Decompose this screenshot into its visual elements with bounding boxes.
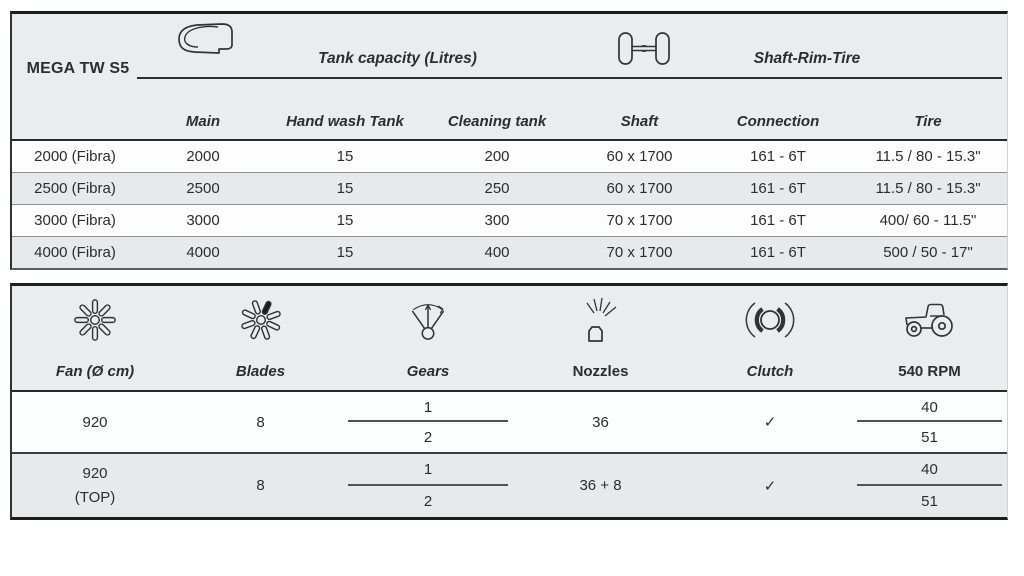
gear-2-value: 2 <box>423 492 433 510</box>
tank-shaft-spec-table <box>10 11 1008 270</box>
table2-header <box>12 286 1007 392</box>
shaft-rim-tire-label: Shaft-Rim-Tire <box>753 50 861 67</box>
cell-hand-wash: 15 <box>336 212 354 229</box>
cell-main: 2500 <box>186 180 220 197</box>
table-row <box>12 204 1007 236</box>
cell-cleaning: 300 <box>484 212 510 229</box>
rpm-gear1-value: 40 <box>852 454 1007 486</box>
blades-icon <box>178 294 343 346</box>
cell-clutch-checkmark: ✓ <box>763 414 777 431</box>
column-header-hand-wash: Hand wash Tank <box>286 113 404 130</box>
tank-icon <box>172 21 236 63</box>
cell-clutch-checkmark: ✓ <box>763 477 777 495</box>
table-row <box>12 172 1007 204</box>
rpm-gear1-value: 40 <box>852 392 1007 422</box>
blades-label: Blades <box>235 363 286 380</box>
cell-connection: 161 - 6T <box>750 180 806 197</box>
rpm-label: 540 RPM <box>898 363 961 380</box>
gear-lever-icon <box>343 294 513 346</box>
gear-1-value: 1 <box>343 392 513 422</box>
model-name: MEGA TW S5 <box>26 60 130 77</box>
gears-label: Gears <box>406 363 450 380</box>
table1-header <box>12 14 1007 141</box>
cell-tire: 11.5 / 80 - 15.3" <box>875 148 981 165</box>
cell-blades: 8 <box>256 477 265 494</box>
nozzles-label: Nozzles <box>572 363 629 380</box>
clutch-icon <box>688 294 852 346</box>
cell-model: 4000 (Fibra) <box>34 244 116 261</box>
fan-value: 920 <box>82 464 108 482</box>
column-header-main: Main <box>185 113 221 130</box>
axle-icon <box>616 29 672 69</box>
cell-rpm <box>852 454 1007 517</box>
rpm-gear2-value: 51 <box>921 428 938 446</box>
cell-main: 2000 <box>186 148 220 165</box>
column-header-tire: Tire <box>914 113 942 130</box>
cell-connection: 161 - 6T <box>750 212 806 229</box>
cell-fan: 920 <box>82 413 108 431</box>
cell-model: 2500 (Fibra) <box>34 180 116 197</box>
cell-model: 2000 (Fibra) <box>34 148 116 165</box>
table-row <box>12 141 1007 172</box>
cell-tire: 11.5 / 80 - 15.3" <box>875 180 981 197</box>
cell-main: 4000 <box>186 244 220 261</box>
cell-tire: 500 / 50 - 17" <box>883 244 973 261</box>
fan-label: Fan (Ø cm) <box>55 363 135 380</box>
fan-spec-table <box>10 283 1008 520</box>
cell-model: 3000 (Fibra) <box>34 212 116 229</box>
cell-hand-wash: 15 <box>336 180 354 197</box>
table2-labels-row <box>12 363 1007 380</box>
fan-row-standard <box>12 392 1007 452</box>
tank-capacity-label: Tank capacity (Litres) <box>318 50 477 67</box>
table1-column-headers <box>12 113 1007 130</box>
cell-cleaning: 200 <box>484 148 510 165</box>
spray-nozzle-icon <box>513 294 688 346</box>
tractor-icon <box>852 294 1007 346</box>
rpm-gear2-value: 51 <box>921 492 938 510</box>
cell-connection: 161 - 6T <box>750 244 806 261</box>
cell-nozzles: 36 <box>592 413 609 431</box>
gear-1-value: 1 <box>343 454 513 486</box>
cell-hand-wash: 15 <box>336 244 354 261</box>
cell-fan <box>12 454 178 517</box>
cell-gears <box>343 392 513 452</box>
cell-main: 3000 <box>186 212 220 229</box>
fan-row-top <box>12 452 1007 517</box>
cell-shaft: 70 x 1700 <box>606 244 673 261</box>
fan-variant: (TOP) <box>74 488 116 506</box>
cell-shaft: 70 x 1700 <box>606 212 673 229</box>
cell-cleaning: 250 <box>484 180 510 197</box>
column-header-connection: Connection <box>736 113 820 130</box>
cell-hand-wash: 15 <box>336 148 354 165</box>
column-header-empty <box>12 113 138 130</box>
table2-icons-row <box>12 294 1007 346</box>
header-underline <box>137 77 1002 79</box>
cell-shaft: 60 x 1700 <box>606 180 673 197</box>
gear-2-value: 2 <box>423 428 433 446</box>
cell-nozzles: 36 + 8 <box>579 477 622 494</box>
column-header-shaft: Shaft <box>620 113 659 130</box>
cell-cleaning: 400 <box>484 244 510 261</box>
column-header-cleaning: Cleaning tank <box>447 113 547 130</box>
cell-connection: 161 - 6T <box>750 148 806 165</box>
cell-tire: 400/ 60 - 11.5" <box>879 212 977 229</box>
clutch-label: Clutch <box>746 363 794 380</box>
cell-rpm <box>852 392 1007 452</box>
cell-blades: 8 <box>256 413 265 431</box>
fan-icon <box>12 294 178 346</box>
cell-shaft: 60 x 1700 <box>606 148 673 165</box>
cell-gears <box>343 454 513 517</box>
table-row <box>12 236 1007 268</box>
